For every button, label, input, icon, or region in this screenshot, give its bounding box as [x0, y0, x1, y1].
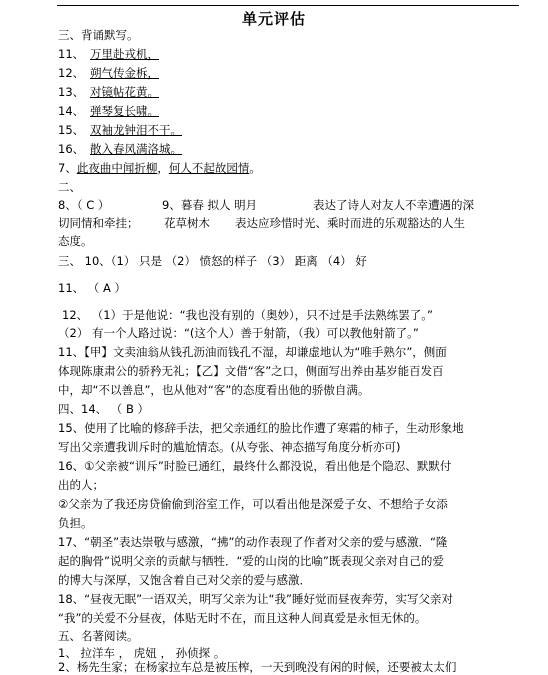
answer-9-text: 表达应珍惜时光、乘时而进的乐观豁达的人生	[235, 216, 465, 230]
recite-answer: 何人不起故园情	[168, 161, 250, 175]
answer-8-line1	[58, 198, 474, 212]
answer-11: 11、 （ A ）	[58, 281, 126, 295]
answer-17-line3: 的博大与深厚，又饱含着自己对父亲的爱与感激．	[58, 573, 311, 587]
page-title: 单元评估	[241, 10, 306, 28]
answer-17-line2: 起的胸骨”说明父亲的贡献与牺牲．“爱的山岗的比喻”既表现父亲对自己的爱	[58, 554, 444, 568]
header-rule	[57, 5, 519, 6]
item-number: 13、	[58, 85, 85, 99]
item-number: 7、	[58, 161, 77, 175]
item-number: 16、	[58, 142, 85, 156]
answer-18-line2: “我”的关爱不分昼夜，体贴无时不在，而且这种人间真爱是永恒无休的。	[58, 611, 427, 625]
answer-12-line1: 12、 （1）于是他说：“我也没有别的（奥妙），只不过是手法熟练罢了。”	[62, 308, 434, 322]
recite-answer: 散入春风满洛城。	[90, 142, 182, 156]
answer-11b-line1: 11、【甲】文卖油翁从钱孔沥油而钱孔不湿，却谦虚地认为“唯手熟尔”，侧面	[58, 345, 447, 359]
recite-answer: 朔气传金柝，	[90, 66, 159, 80]
item-number: 15、	[58, 123, 85, 137]
item-number: 12、	[58, 66, 85, 80]
answer-16-line1: 16、①父亲被“训斥”时脸已通红，最终什么都没说，看出他是个隐忍、默默付	[58, 459, 452, 473]
answer-14: 四、14、 （ B ）	[58, 402, 149, 416]
answer-15-line2: 写出父亲遭我训斥时的尴尬情态。(从夸张、神态描写角度分析亦可)	[58, 440, 401, 454]
answer-9-line2	[58, 216, 465, 230]
classics-answer-1: 1、 拉洋车 ， 虎妞 ， 孙侦探 。	[58, 646, 226, 660]
section-heading-classics: 五、名著阅读。	[58, 629, 139, 643]
recite-answer: 弹琴复长啸。	[90, 104, 159, 118]
item-number: 14、	[58, 104, 85, 118]
recite-item	[58, 104, 159, 118]
classics-answer-2	[58, 661, 456, 674]
recite-answer: 万里赴戎机，	[90, 47, 159, 61]
section-heading-2: 二、	[58, 180, 81, 194]
recite-answer: 双袖龙钟泪不干。	[90, 123, 182, 137]
answer-12-line2: （2） 有一个人路过说：“(这个人）善于射箭，（我）可以教他射箭了。”	[58, 326, 419, 340]
punctuation: ，	[157, 161, 169, 175]
answer-11b-line3: 中，却“不以善息”，也从他对“客”的态度看出他的骄傲自满。	[58, 383, 370, 397]
recite-item	[58, 85, 159, 99]
classics-answer-2-line1: 2、杨先生家；在杨家拉车总是被压榨，一天到晚没有闲的时候，还要被太太们	[58, 660, 457, 674]
answer-9-line3: 态度。	[58, 234, 93, 248]
recite-item-7	[58, 161, 261, 175]
recite-item	[58, 123, 182, 137]
answer-17-line1: 17、“朝圣”表达崇敬与感激，“拂”的动作表现了作者对父亲的爱与感激．“隆	[58, 535, 448, 549]
recite-item	[58, 142, 182, 156]
recite-answer: 对镜帖花黄。	[90, 85, 159, 99]
recite-item	[58, 47, 159, 61]
item-number: 11、	[58, 47, 85, 61]
recite-item	[58, 66, 159, 80]
answer-9-text: 表达了诗人对友人不幸遭遇的深	[313, 198, 474, 212]
answer-8: 8、（ C ）	[58, 198, 110, 212]
answer-18-line1: 18、“昼夜无眠”一语双关，明写父亲为让“我”睡好觉而昼夜奔劳，实写父亲对	[58, 592, 453, 606]
answer-16-line3: ②父亲为了我还房贷偷偷到浴室工作，可以看出他是深爱子女、不想给子女添	[58, 497, 448, 511]
recite-answer: 此夜曲中闻折柳	[76, 161, 158, 175]
answer-16-line2: 出的人；	[58, 478, 104, 492]
answer-9-text: 切同情和牵挂；	[58, 216, 139, 230]
punctuation: 。	[249, 161, 261, 175]
answer-16-line4: 负担。	[58, 516, 93, 530]
answer-11b-line2: 体现陈康肃公的骄矜无礼；【乙】文借“客”之口，侧面写出养由基岁能百发百	[58, 364, 444, 378]
answer-15-line1: 15、使用了比喻的修辞手法，把父亲通红的脸比作遭了寒霜的柿子，生动形象地	[58, 421, 464, 435]
answer-10: 三、 10、（1） 只是 （2） 愤怒的样子 （3） 距离 （4） 好	[58, 254, 367, 268]
section-heading-recitation: 三、背诵默写。	[58, 28, 139, 42]
answer-9-term: 花草树木	[164, 216, 210, 230]
answer-9: 9、暮春 拟人 明月	[162, 198, 258, 212]
